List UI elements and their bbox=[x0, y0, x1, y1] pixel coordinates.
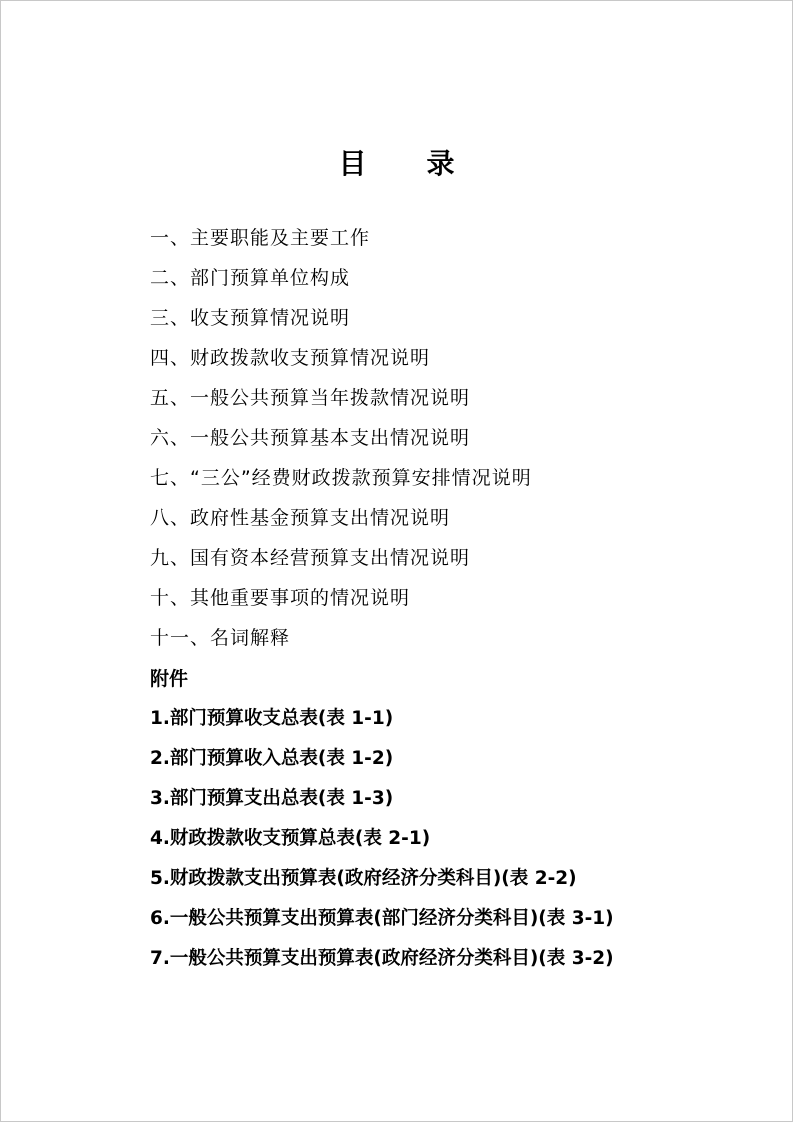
toc-item-10[interactable]: 十、其他重要事项的情况说明 bbox=[150, 587, 411, 609]
appendix-item-2[interactable]: 2.部门预算收入总表(表 1-2) bbox=[150, 748, 394, 769]
toc-item-1[interactable]: 一、主要职能及主要工作 bbox=[150, 227, 371, 249]
title-char-2: 录 bbox=[426, 147, 455, 180]
appendix-item-7[interactable]: 7.一般公共预算支出预算表(政府经济分类科目)(表 3-2) bbox=[150, 948, 614, 969]
appendix-item-1[interactable]: 1.部门预算收支总表(表 1-1) bbox=[150, 708, 394, 729]
table-of-contents bbox=[150, 222, 750, 982]
toc-item-11[interactable]: 十一、名词解释 bbox=[150, 627, 291, 649]
appendix-item-5[interactable]: 5.财政拨款支出预算表(政府经济分类科目)(表 2-2) bbox=[150, 868, 577, 889]
appendix-heading: 附件 bbox=[150, 668, 189, 690]
toc-item-9[interactable]: 九、国有资本经营预算支出情况说明 bbox=[150, 547, 471, 569]
toc-item-2[interactable]: 二、部门预算单位构成 bbox=[150, 267, 351, 289]
title-char-1: 目 bbox=[338, 147, 367, 180]
toc-item-7[interactable]: 七、“三公”经费财政拨款预算安排情况说明 bbox=[150, 467, 532, 489]
appendix-item-6[interactable]: 6.一般公共预算支出预算表(部门经济分类科目)(表 3-1) bbox=[150, 908, 614, 929]
toc-item-8[interactable]: 八、政府性基金预算支出情况说明 bbox=[150, 507, 451, 529]
toc-item-3[interactable]: 三、收支预算情况说明 bbox=[150, 307, 351, 329]
page-title bbox=[0, 142, 793, 182]
appendix-item-4[interactable]: 4.财政拨款收支预算总表(表 2-1) bbox=[150, 828, 431, 849]
toc-item-5[interactable]: 五、一般公共预算当年拨款情况说明 bbox=[150, 387, 471, 409]
toc-item-4[interactable]: 四、财政拨款收支预算情况说明 bbox=[150, 347, 431, 369]
appendix-item-3[interactable]: 3.部门预算支出总表(表 1-3) bbox=[150, 788, 394, 809]
toc-item-6[interactable]: 六、一般公共预算基本支出情况说明 bbox=[150, 427, 471, 449]
